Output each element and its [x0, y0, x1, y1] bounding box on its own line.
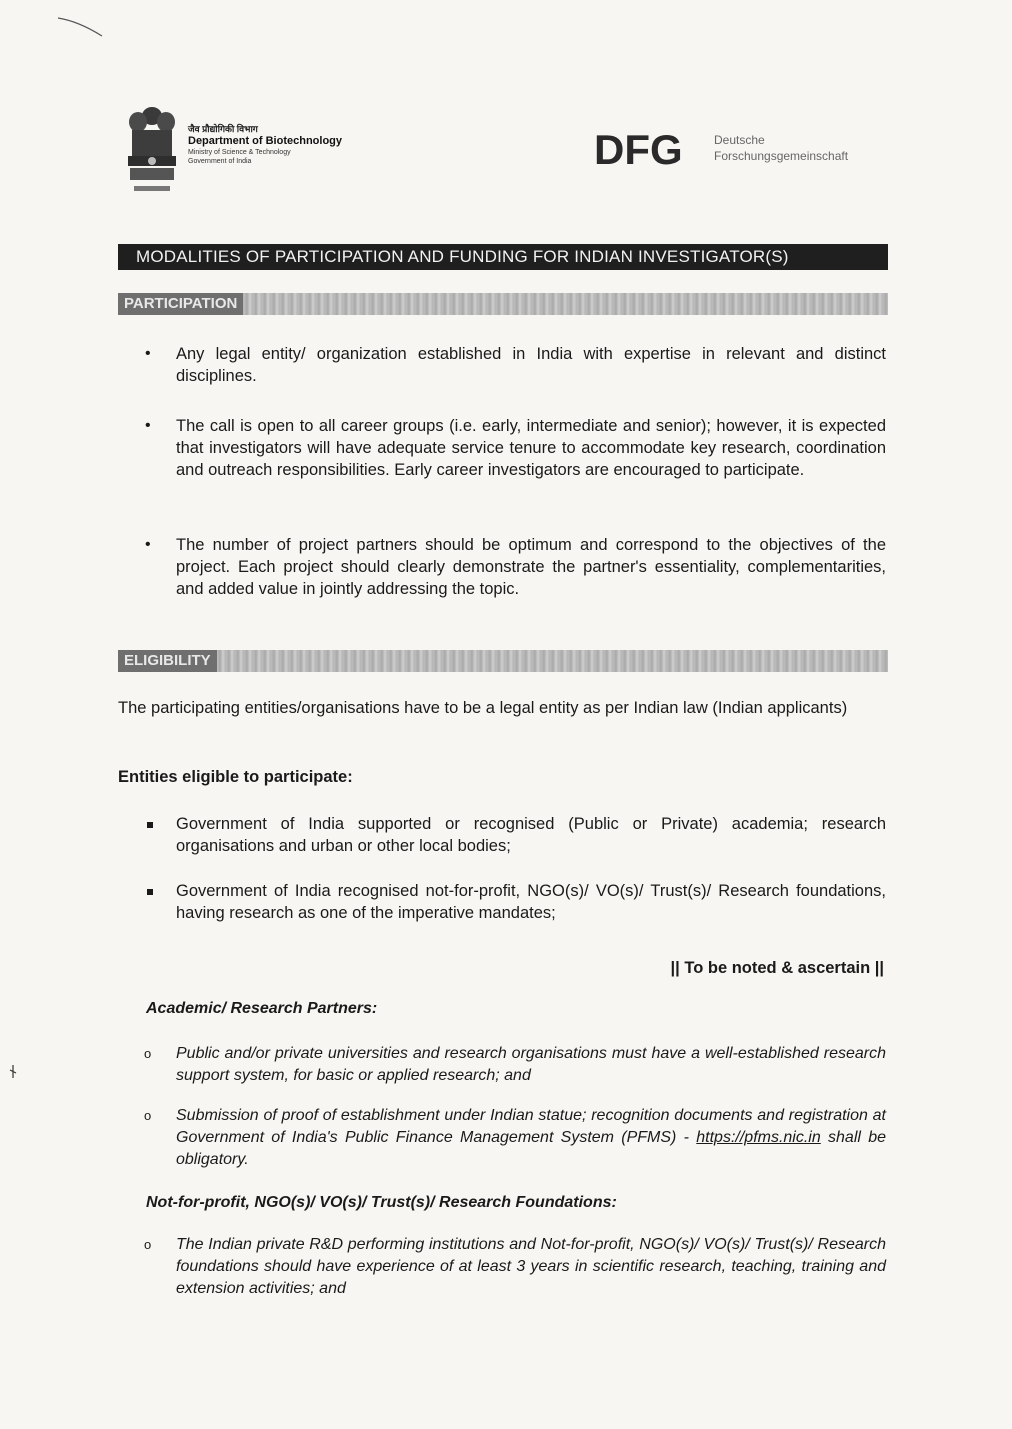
note-text: || To be noted & ascertain || [670, 959, 884, 977]
circle-bullet-icon: o [144, 1237, 152, 1252]
pfms-suffix: shall be obligatory. [176, 1129, 887, 1168]
eligibility-heading: ELIGIBILITY [118, 650, 217, 672]
nfp-item-1: The Indian private R&D performing institutions and Not-for-profit, NGO(s)/ VO(s)/ Trust(s)/ Research foundations should have experience of at least 3 years in scientific research, teaching, training and extension activities; and [176, 1236, 886, 1297]
dfg-logo-text: DFG [594, 128, 683, 170]
national-emblem-icon [124, 102, 180, 198]
participation-bullet-1: Any legal entity/ organization established in India with expertise in relevant and distinct disciplines. [176, 345, 886, 385]
dfg-logo-icon [594, 128, 704, 170]
participation-heading: PARTICIPATION [118, 293, 243, 315]
dbt-logo-block [124, 102, 394, 202]
academic-item-2-text: Submission of proof of establishment under Indian statue; recognition documents and registration at Government of India's Public Finance Management System (PFMS) - [176, 1107, 886, 1146]
pfms-link[interactable]: https://pfms.nic.in [696, 1129, 821, 1146]
eligibility-section-bar [118, 650, 888, 672]
scan-speck [8, 1064, 18, 1080]
square-bullet-icon [147, 822, 153, 828]
nfp-heading: Not-for-profit, NGO(s)/ VO(s)/ Trust(s)/ Research Foundations: [146, 1194, 617, 1211]
document-title: MODALITIES OF PARTICIPATION AND FUNDING FOR INDIAN INVESTIGATOR(S) [118, 244, 888, 270]
dbt-name: Department of Biotechnology [188, 135, 343, 147]
dfg-line2: Forschungsgemeinschaft [714, 149, 849, 163]
participation-bullet-3: The number of project partners should be optimum and correspond to the objectives of the project. Each project should clearly demonstrate the partner's essentiality, complementarities, and added value in jointly addressing the topic. [176, 536, 886, 598]
circle-bullet-icon: o [144, 1046, 152, 1061]
academic-item-1: Public and/or private universities and research organisations must have a well-established research support system, for basic or applied research; and [176, 1045, 886, 1084]
academic-heading: Academic/ Research Partners: [146, 1000, 378, 1017]
academic-item-2 [176, 1105, 886, 1171]
bullet-icon: • [145, 536, 151, 553]
entities-heading: Entities eligible to participate: [118, 768, 353, 786]
entity-item-2: Government of India recognised not-for-profit, NGO(s)/ VO(s)/ Trust(s)/ Research foundations, having research as one of the imperative mandates; [176, 882, 886, 922]
entity-item-1: Government of India supported or recognised (Public or Private) academia; research organisations and urban or other local bodies; [176, 815, 886, 855]
dbt-hindi-name: जैव प्रौद्योगिकी विभाग [188, 124, 258, 134]
dfg-line1: Deutsche [714, 133, 765, 147]
dbt-ministry: Ministry of Science & Technology [188, 149, 291, 156]
bullet-icon: • [145, 345, 151, 362]
participation-section-bar [118, 293, 888, 315]
dbt-govt: Government of India [188, 158, 252, 165]
dfg-logo-block [594, 128, 894, 172]
square-bullet-icon [147, 889, 153, 895]
eligibility-intro: The participating entities/organisations have to be a legal entity as per Indian law (Indian applicants) [118, 699, 848, 717]
circle-bullet-icon: o [144, 1108, 152, 1123]
scan-smudge [56, 12, 106, 42]
bullet-icon: • [145, 417, 151, 434]
participation-bullet-2: The call is open to all career groups (i.e. early, intermediate and senior); however, it is expected that investigators will have adequate service tenure to accommodate key research, coordination and outreach responsibilities. Early career investigators are encouraged to participate. [176, 417, 886, 479]
